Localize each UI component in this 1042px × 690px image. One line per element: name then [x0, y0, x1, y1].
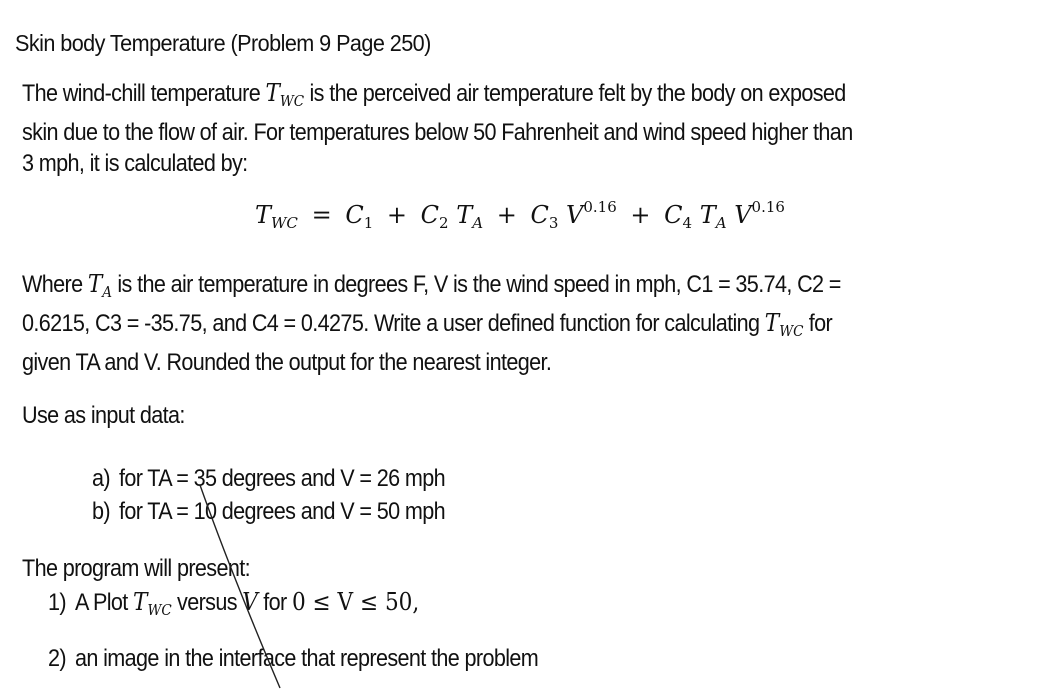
input-list — [92, 462, 445, 528]
present-item-1: 1) A Plot $T_{WC}$ versus V for 0 ≤ V ≤ 50, — [48, 588, 420, 619]
list-item: a) for TA = 35 degrees and V = 26 mph — [92, 465, 446, 492]
where-line-2: 0.6215, C3 = -35.75, and C4 = 0.4275. Write a user defined function for calculating $T_{WC}$ for — [22, 309, 833, 340]
present-item-2: 2) an image in the interface that represent the problem — [48, 645, 539, 672]
input-heading: Use as input data: — [22, 402, 185, 429]
intro-paragraph — [22, 78, 853, 179]
where-line-1: Where $T_A$ is the air temperature in degrees F, V is the wind speed in mph, C1 = 35.74, C2 = — [22, 270, 841, 301]
page-title: Skin body Temperature (Problem 9 Page 250) — [15, 30, 431, 56]
present-heading: The program will present: — [22, 555, 250, 582]
where-line-3: given TA and V. Rounded the output for the nearest integer. — [22, 349, 552, 376]
where-paragraph — [22, 269, 841, 378]
wind-chill-formula: $T_{WC} = C_1 + C_2$ $T_A + C_3$ $V^{0.16} + C_4$ $T_A$ $V^{0.16}$ — [255, 198, 785, 232]
intro-line-3: 3 mph, it is calculated by: — [22, 150, 248, 177]
intro-line-1: The wind-chill temperature $T_{WC}$ is the perceived air temperature felt by the body on exposed — [22, 79, 846, 110]
list-item: b) for TA = 10 degrees and V = 50 mph — [92, 498, 446, 525]
intro-line-2: skin due to the flow of air. For temperatures below 50 Fahrenheit and wind speed higher than — [22, 119, 853, 146]
